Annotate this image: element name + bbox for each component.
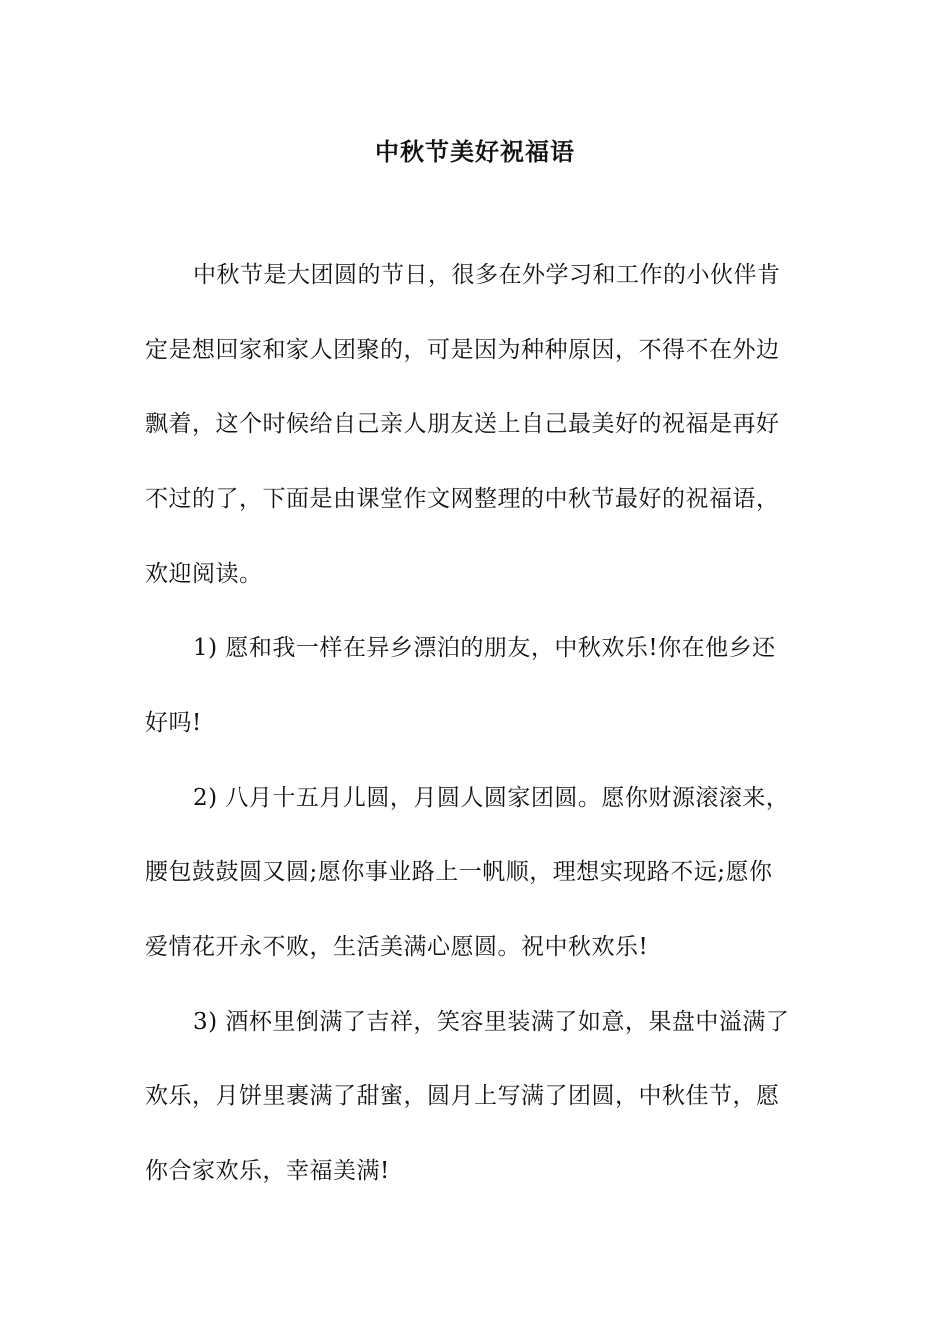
- intro-line-5: 欢迎阅读。: [145, 561, 263, 587]
- item-2-line-2: 腰包鼓鼓圆又圆;愿你事业路上一帆顺，理想实现路不远;愿你: [145, 859, 773, 885]
- intro-line-4: 不过的了，下面是由课堂作文网整理的中秋节最好的祝福语，: [145, 486, 780, 512]
- intro-line-1: 中秋节是大团圆的节日，很多在外学习和工作的小伙伴肯: [193, 262, 781, 288]
- document-title: 中秋节美好祝福语: [375, 137, 575, 166]
- item-3-line-2: 欢乐，月饼里裹满了甜蜜，圆月上写满了团圆，中秋佳节，愿: [145, 1083, 780, 1109]
- item-3-line-3: 你合家欢乐，幸福美满!: [145, 1158, 390, 1184]
- item-1-line-2: 好吗!: [145, 710, 202, 736]
- item-3-line-1: 3) 酒杯里倒满了吉祥，笑容里装满了如意，果盘中溢满了: [193, 1009, 790, 1035]
- intro-line-3: 飘着，这个时候给自己亲人朋友送上自己最美好的祝福是再好: [145, 411, 780, 437]
- item-2-line-3: 爱情花开永不败，生活美满心愿圆。祝中秋欢乐!: [145, 934, 649, 960]
- intro-line-2: 定是想回家和家人团聚的，可是因为种种原因，不得不在外边: [145, 337, 780, 363]
- item-2-line-1: 2) 八月十五月儿圆，月圆人圆家团圆。愿你财源滚滚来，: [193, 785, 790, 811]
- item-1-line-1: 1) 愿和我一样在异乡漂泊的朋友，中秋欢乐!你在他乡还: [193, 635, 776, 661]
